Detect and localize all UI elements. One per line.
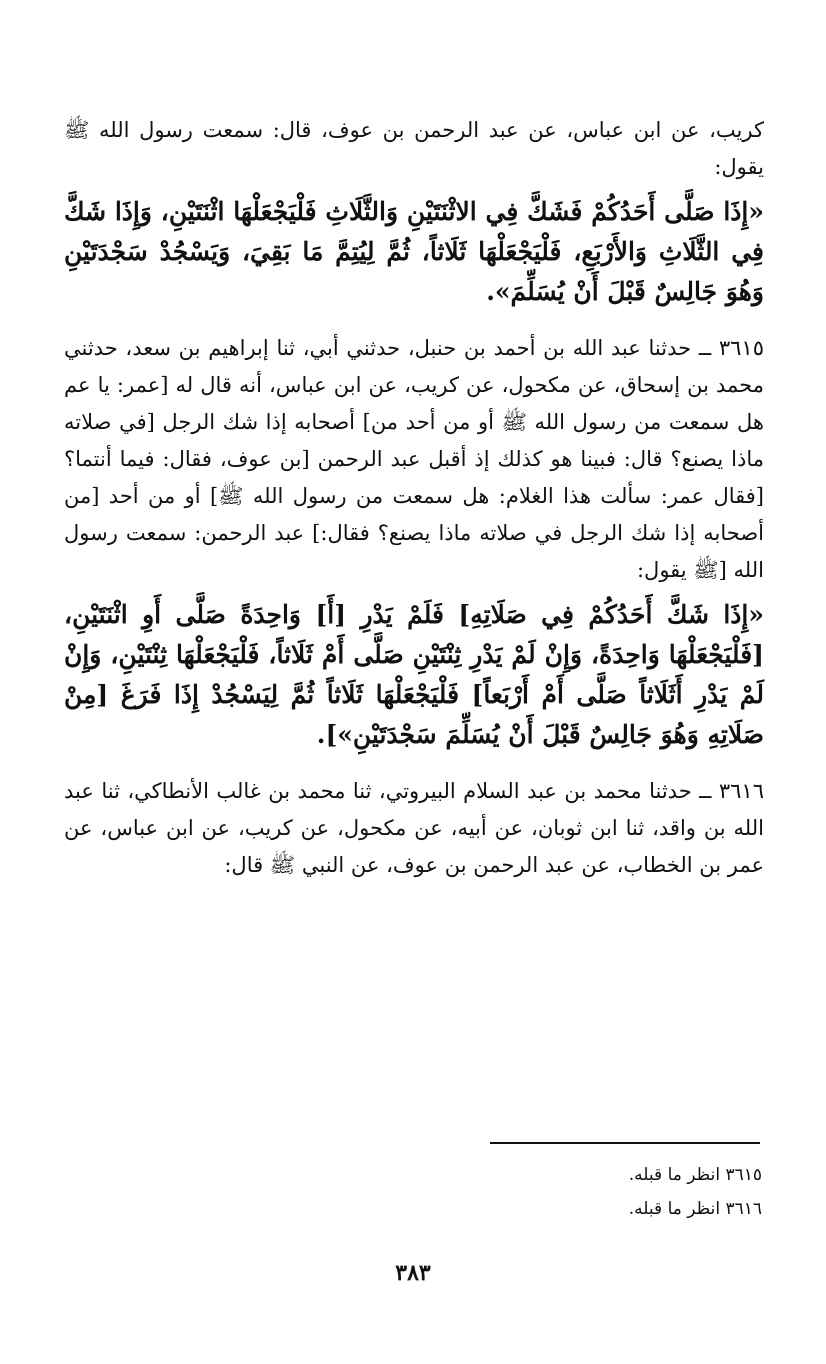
hadith-text: «إِذَا شَكَّ أَحَدُكُمْ فِي صَلَاتِهِ] فَلَمْ يَدْرِ [أَ] وَاحِدَةً صَلَّى أَوِ اثْنَتَيْنِ، [فَلْيَجْعَلْهَا وَاحِدَةً، وَإِنْ لَمْ يَدْرِ ثِنْتَيْنِ صَلَّى أَمْ ثَلَاثاً، فَلْيَجْعَلْهَا ثِنْتَيْنِ، وَإِنْ لَمْ يَدْرِ أَثَلَاثاً صَلَّى أَمْ أَرْبَعاً] فَلْيَجْعَلْهَا ثَلَاثاً ثُمَّ لِيَسْجُدْ إِذَا فَرَغَ [مِنْ صَلَاتِهِ وَهُوَ جَالِسٌ قَبْلَ أَنْ يُسَلِّمَ سَجْدَتَيْنِ»]. [64,600,764,749]
hadith-text: «إِذَا صَلَّى أَحَدُكُمْ فَشَكَّ فِي الاثْنَتَيْنِ وَالثَّلَاثِ فَلْيَجْعَلْهَا اثْنَتَيْنِ، وَإِذَا شَكَّ فِي الثَّلَاثِ وَالأَرْبَعِ، فَلْيَجْعَلْهَا ثَلَاثاً، ثُمَّ لِيُتِمَّ مَا بَقِيَ، وَيَسْجُدْ سَجْدَتَيْنِ وَهُوَ جَالِسٌ قَبْلَ أَنْ يُسَلِّمَ». [64,197,764,306]
main-text [64,112,764,884]
hadith-3615-paragraph: ٣٦١٥ ــ حدثنا عبد الله بن أحمد بن حنبل، حدثني أبي، ثنا إبراهيم بن سعد، حدثني محمد بن إسحاق، عن مكحول، عن كريب، عن ابن عباس، أنه قال له [عمر: يا عم هل سمعت من رسول الله ﷺ أو من أحد من] أصحابه إذا شك الرجل [في صلاته ماذا يصنع؟ قال: فبينا هو كذلك إذ أقبل عبد الرحمن [بن عوف، فقال: فيما أنتما؟ [فقال عمر: سألت هذا الغلام: هل سمعت من رسول الله ﷺ] أو من أحد [من أصحابه إذا شك الرجل في صلاته ماذا يصنع؟ فقال:] عبد الرحمن: سمعت رسول الله [ﷺ يقول: [64,336,764,582]
footnote-divider [490,1142,760,1144]
narration-chain-paragraph: كريب، عن ابن عباس، عن عبد الرحمن بن عوف، قال: سمعت رسول الله ﷺ يقول: [64,118,764,179]
footnote-item: ٣٦١٦ انظر ما قبله. [628,1199,762,1219]
page-number: ٣٨٣ [395,1260,431,1286]
hadith-3616-paragraph: ٣٦١٦ ــ حدثنا محمد بن عبد السلام البيروتي، ثنا محمد بن غالب الأنطاكي، ثنا عبد الله بن واقد، ثنا ابن ثوبان، عن أبيه، عن مكحول، عن كريب، عن ابن عباس، عن عمر بن الخطاب، عن عبد الرحمن بن عوف، عن النبي ﷺ قال: [64,779,764,877]
footnotes [362,1158,762,1226]
footnote-item: ٣٦١٥ انظر ما قبله. [628,1165,762,1185]
